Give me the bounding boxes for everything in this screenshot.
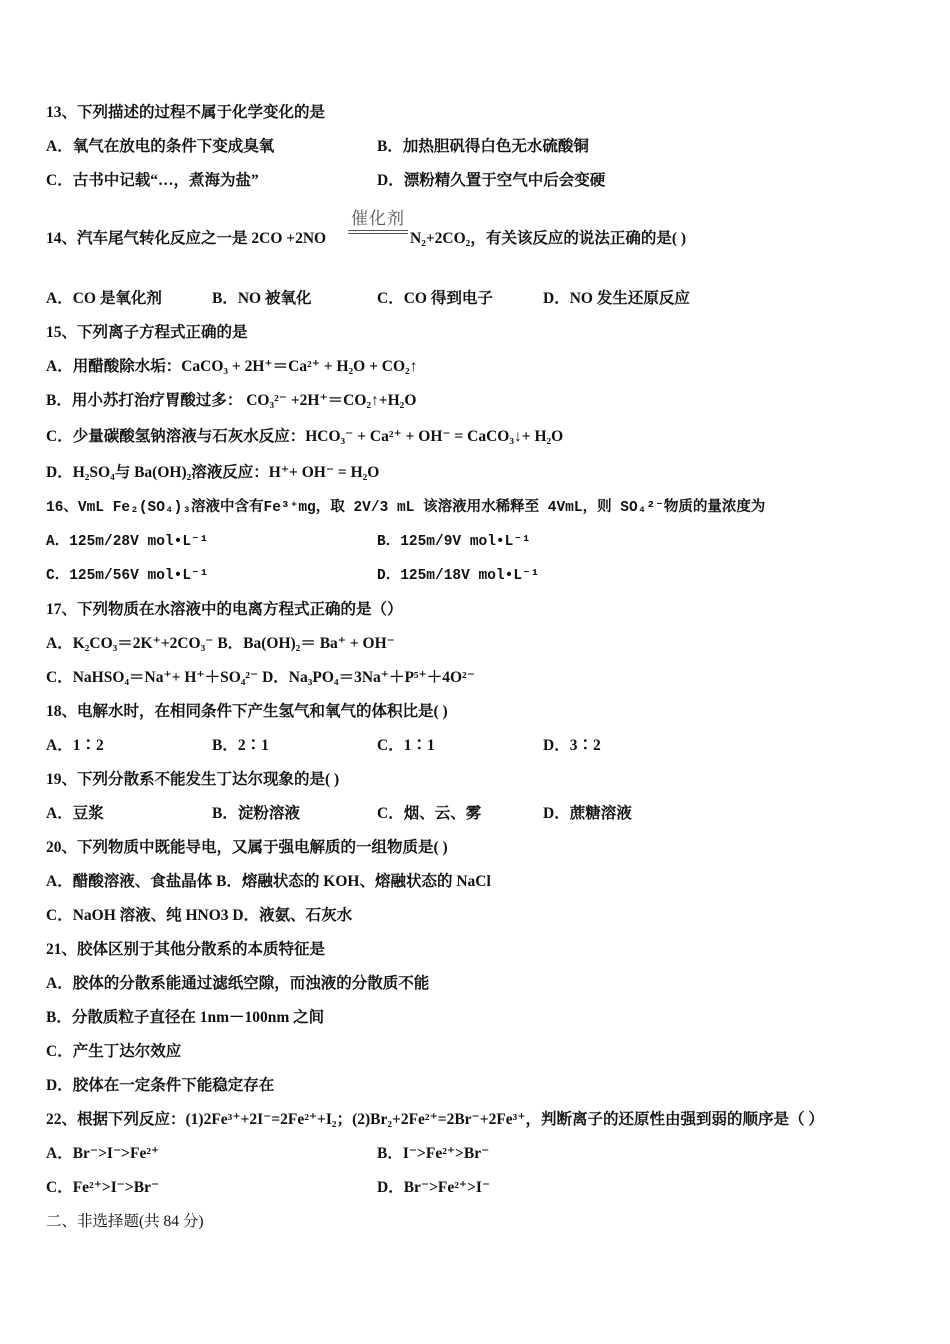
q13-option-a: A．氧气在放电的条件下变成臭氧 (46, 138, 275, 155)
q14-option-b: B．NO 被氧化 (212, 290, 312, 307)
q15-option-a: A．用醋酸除水垢：CaCO₃ + 2H⁺＝Ca²⁺ + H₂O + CO₂↑ (46, 358, 418, 375)
question-14-stem-pre: 14、汽车尾气转化反应之一是 2CO +2NO (46, 230, 327, 247)
equals-bar (348, 230, 408, 234)
question-20-stem: 20、下列物质中既能导电，又属于强电解质的一组物质是( ) (46, 839, 448, 856)
q21-option-d: D．胶体在一定条件下能稳定存在 (46, 1077, 275, 1094)
q17-options-ab: A．K₂CO₃＝2K⁺+2CO₃⁻ B．Ba(OH)₂＝ Ba⁺ + OH⁻ (46, 635, 395, 652)
question-16-stem: 16、VmL Fe₂(SO₄)₃溶液中含有Fe³⁺mg，取 2V/3 mL 该溶液用水稀释至 4VmL，则 SO₄²⁻物质的量浓度为 (46, 500, 766, 516)
q22-option-c: C．Fe²⁺>I⁻>Br⁻ (46, 1179, 160, 1196)
q20-options-cd: C．NaOH 溶液、纯 HNO3 D．液氨、石灰水 (46, 907, 353, 924)
question-15-stem: 15、下列离子方程式正确的是 (46, 324, 248, 341)
q15-option-c: C．少量碳酸氢钠溶液与石灰水反应：HCO₃⁻ + Ca²⁺ + OH⁻ = CaCO₃↓+ H₂O (46, 428, 564, 445)
section-2-heading: 二、非选择题(共 84 分) (46, 1213, 204, 1230)
catalyst-arrow (348, 204, 408, 234)
q20-options-ab: A．醋酸溶液、食盐晶体 B．熔融状态的 KOH、熔融状态的 NaCl (46, 873, 491, 890)
q14-option-c: C．CO 得到电子 (377, 290, 493, 307)
question-14-stem-post: N₂+2CO₂，有关该反应的说法正确的是( ) (410, 230, 687, 247)
q22-option-d: D．Br⁻>Fe²⁺>I⁻ (377, 1179, 491, 1196)
q13-option-d: D．漂粉精久置于空气中后会变硬 (377, 172, 606, 189)
q21-option-a: A．胶体的分散系能通过滤纸空隙，而浊液的分散质不能 (46, 975, 430, 992)
q17-options-cd: C．NaHSO₄＝Na⁺+ H⁺＋SO₄²⁻ D．Na₃PO₄＝3Na⁺＋P⁵⁺＋4O²⁻ (46, 669, 475, 686)
q16-option-d: D．125m/18V mol•L⁻¹ (377, 568, 540, 584)
q18-option-d: D．3∶2 (543, 737, 601, 754)
question-18-stem: 18、电解水时，在相同条件下产生氢气和氧气的体积比是( ) (46, 703, 448, 720)
q16-option-b: B．125m/9V mol•L⁻¹ (377, 534, 531, 550)
q21-option-b: B．分散质粒子直径在 1nm－100nm 之间 (46, 1009, 325, 1026)
q14-option-d: D．NO 发生还原反应 (543, 290, 690, 307)
q22-option-b: B．I⁻>Fe²⁺>Br⁻ (377, 1145, 490, 1162)
q19-option-b: B．淀粉溶液 (212, 805, 300, 822)
q22-option-a: A．Br⁻>I⁻>Fe²⁺ (46, 1145, 160, 1162)
question-21-stem: 21、胶体区别于其他分散系的本质特征是 (46, 941, 326, 958)
q14-option-a: A．CO 是氧化剂 (46, 290, 162, 307)
q18-option-b: B．2∶1 (212, 737, 269, 754)
q15-option-b: B．用小苏打治疗胃酸过多： CO₃²⁻ +2H⁺＝CO₂↑+H₂O (46, 392, 417, 409)
q16-option-a: A．125m/28V mol•L⁻¹ (46, 534, 209, 550)
q15-option-d: D．H₂SO₄与 Ba(OH)₂溶液反应：H⁺+ OH⁻ = H₂O (46, 464, 380, 481)
q19-option-a: A．豆浆 (46, 805, 104, 822)
q21-option-c: C．产生丁达尔效应 (46, 1043, 182, 1060)
question-19-stem: 19、下列分散系不能发生丁达尔现象的是( ) (46, 771, 340, 788)
q13-option-c: C．古书中记载“…，煮海为盐” (46, 172, 259, 189)
q13-option-b: B．加热胆矾得白色无水硫酸铜 (377, 138, 589, 155)
question-13-stem: 13、下列描述的过程不属于化学变化的是 (46, 104, 326, 121)
q19-option-d: D．蔗糖溶液 (543, 805, 632, 822)
q19-option-c: C．烟、云、雾 (377, 805, 482, 822)
q16-option-c: C．125m/56V mol•L⁻¹ (46, 568, 209, 584)
catalyst-label: 催化剂 (351, 209, 405, 229)
question-17-stem: 17、下列物质在水溶液中的电离方程式正确的是（） (46, 601, 403, 618)
q18-option-c: C．1∶1 (377, 737, 435, 754)
q18-option-a: A．1∶2 (46, 737, 104, 754)
question-22-stem: 22、根据下列反应：(1)2Fe³⁺+2I⁻=2Fe²⁺+I₂；(2)Br₂+2Fe²⁺=2Br⁻+2Fe³⁺，判断离子的还原性由强到弱的顺序是（ ） (46, 1111, 824, 1128)
